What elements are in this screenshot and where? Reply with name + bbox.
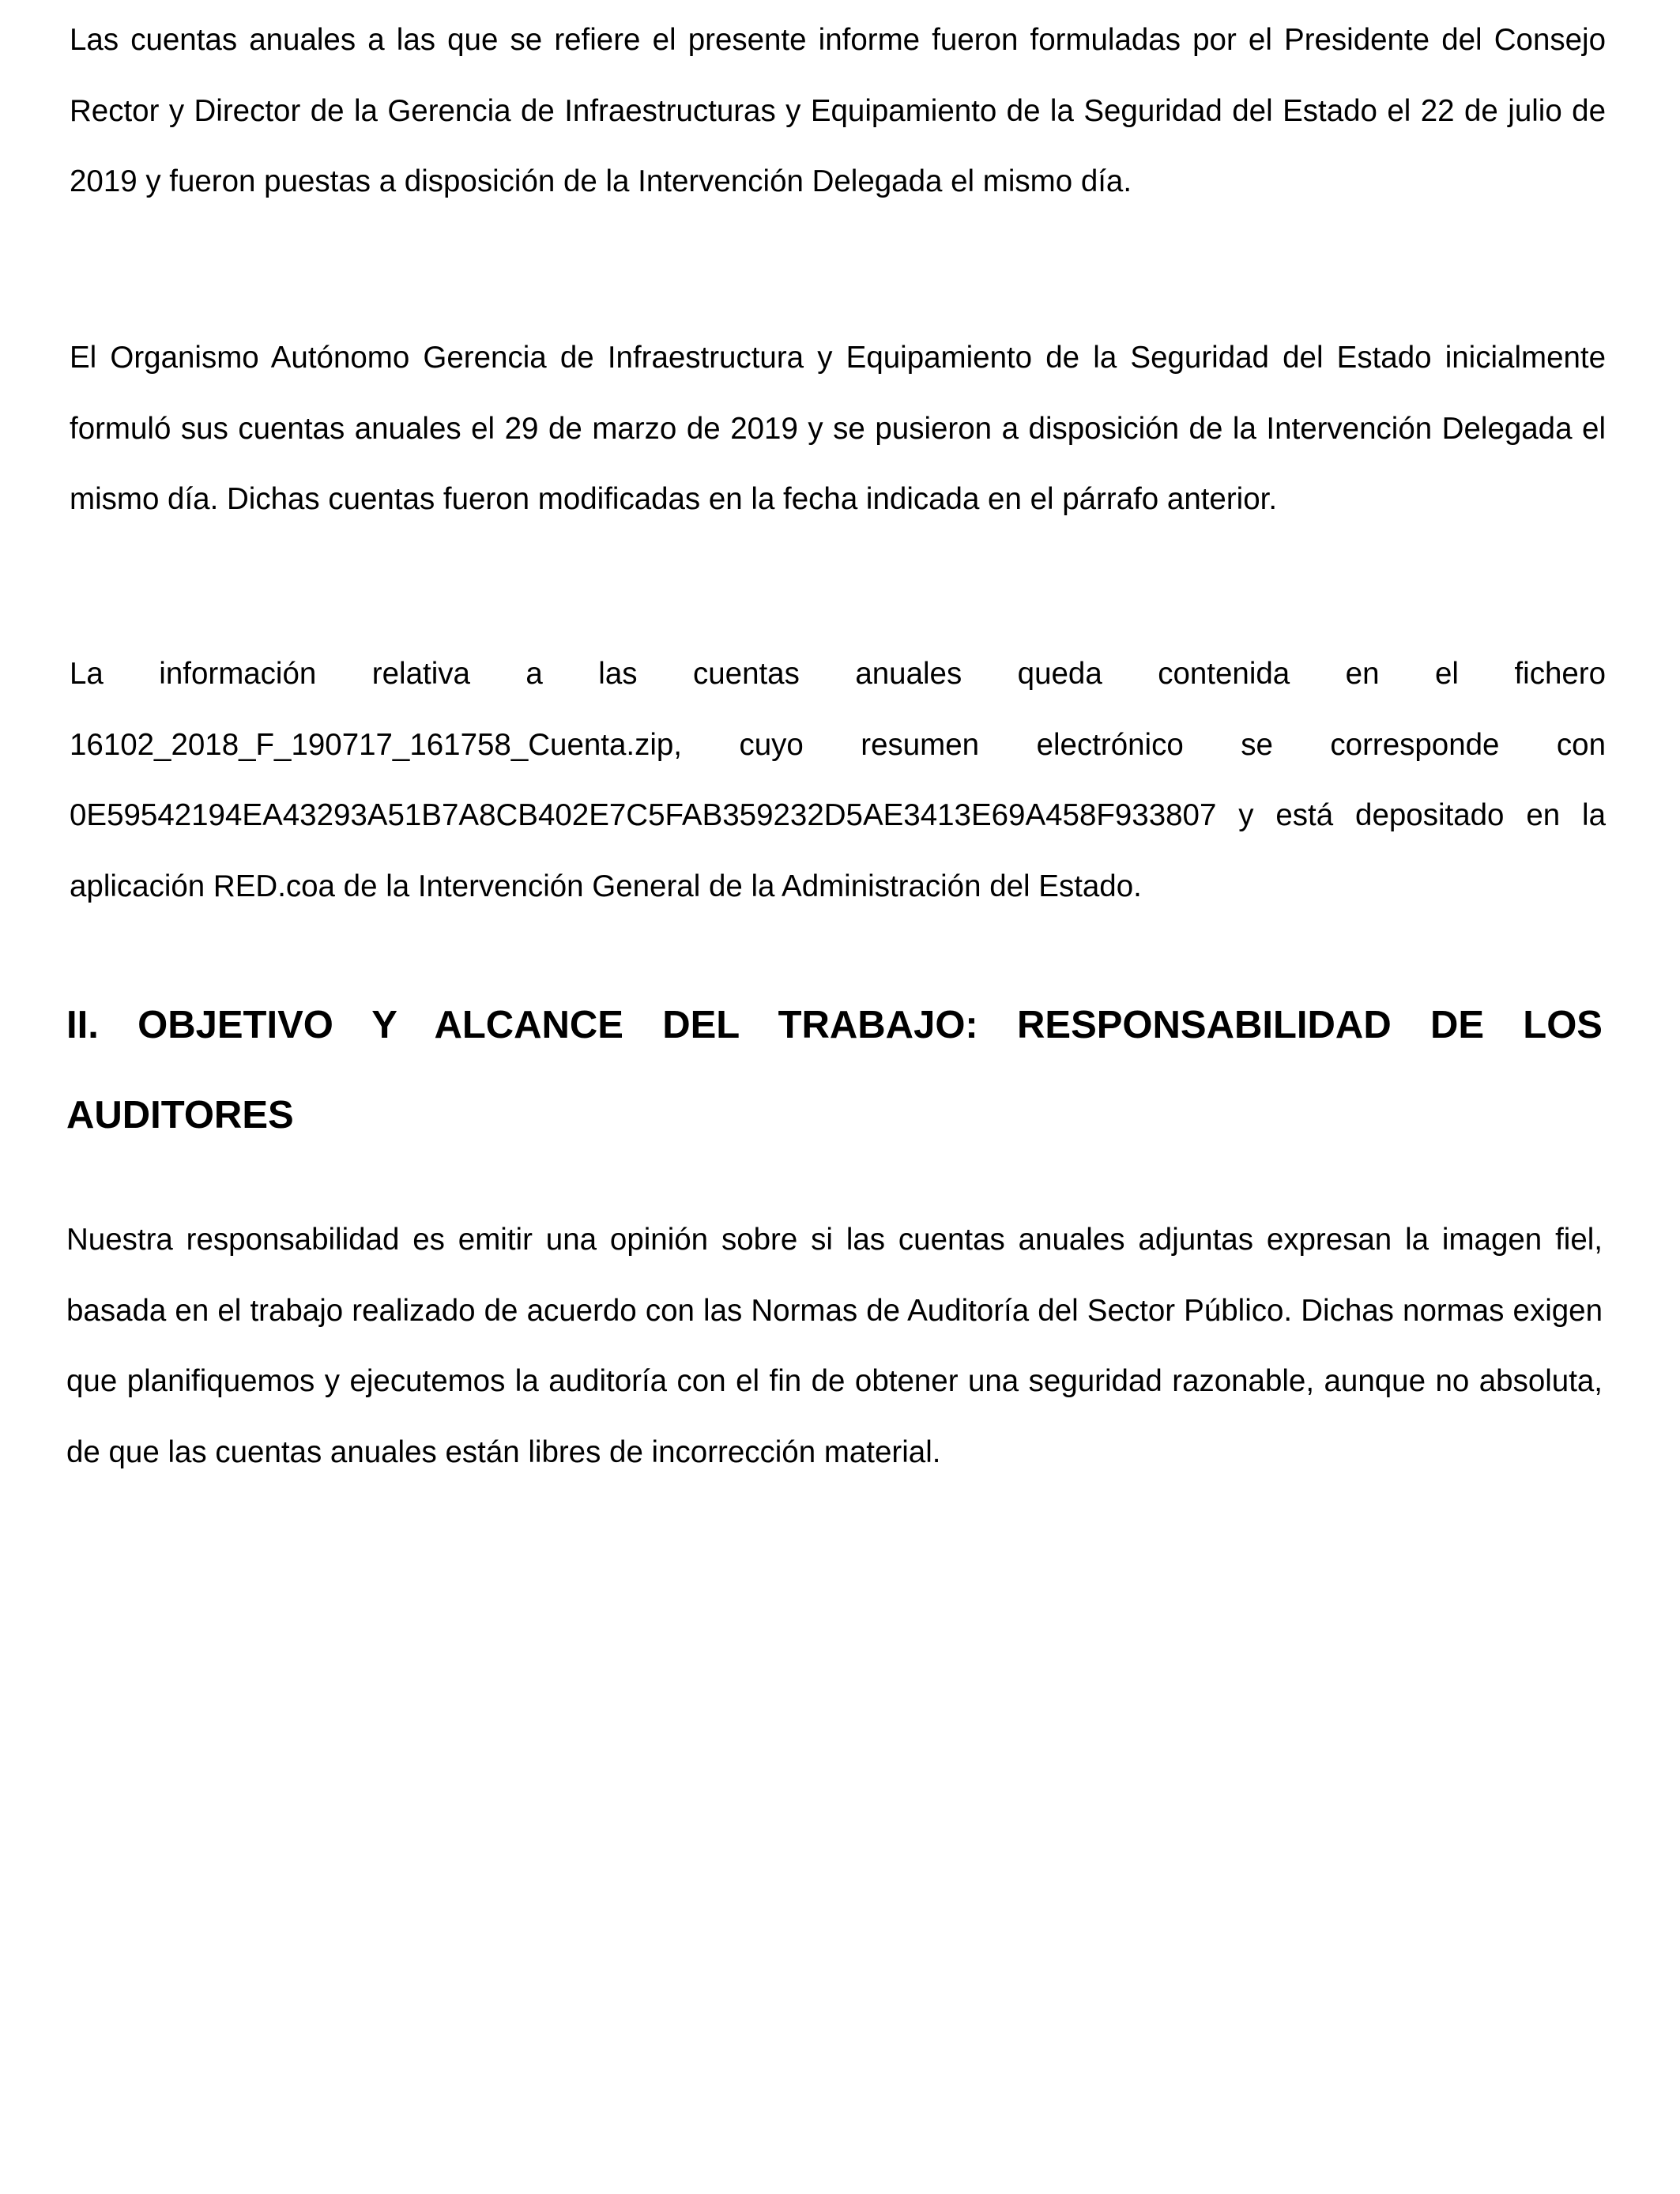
- paragraph-formulation-date: Las cuentas anuales a las que se refiere el presente informe fueron formuladas por el Presidente del Consejo Rector y Director de la Gerencia de Infraestructuras y Equipamiento de la Seguridad del Estado el 22 de julio de 2019 y fueron puestas a disposición de la Intervención Delegada el mismo día.: [70, 23, 1606, 198]
- paragraph-initial-formulation: El Organismo Autónomo Gerencia de Infraestructura y Equipamiento de la Seguridad del Estado inicialmente formuló sus cuentas anuales el 29 de marzo de 2019 y se pusieron a disposición de la Intervención Delegada el mismo día. Dichas cuentas fueron modificadas en la fecha indicada en el párrafo anterior.: [70, 341, 1606, 516]
- paragraph-file-information: La información relativa a las cuentas anuales queda contenida en el fichero 16102_2018_F_190717_161758_Cuenta.zip, cuyo resumen electrónico se corresponde con 0E59542194EA43293A51B7A8CB402E7C5FAB359232D5AE3413E69A458F933807 y está depositado en la aplicación RED.coa de la Intervención General de la Administración del Estado.: [70, 657, 1606, 903]
- paragraph-auditor-responsibility: Nuestra responsabilidad es emitir una opinión sobre si las cuentas anuales adjuntas expresan la imagen fiel, basada en el trabajo realizado de acuerdo con las Normas de Auditoría del Sector Público. Dichas normas exigen que planifiquemos y ejecutemos la auditoría con el fin de obtener una seguridad razonable, aunque no absoluta, de que las cuentas anuales están libres de incorrección material.: [66, 1223, 1603, 1469]
- section-heading: II. OBJETIVO Y ALCANCE DEL TRABAJO: RESPONSABILIDAD DE LOS AUDITORES: [66, 1004, 1603, 1137]
